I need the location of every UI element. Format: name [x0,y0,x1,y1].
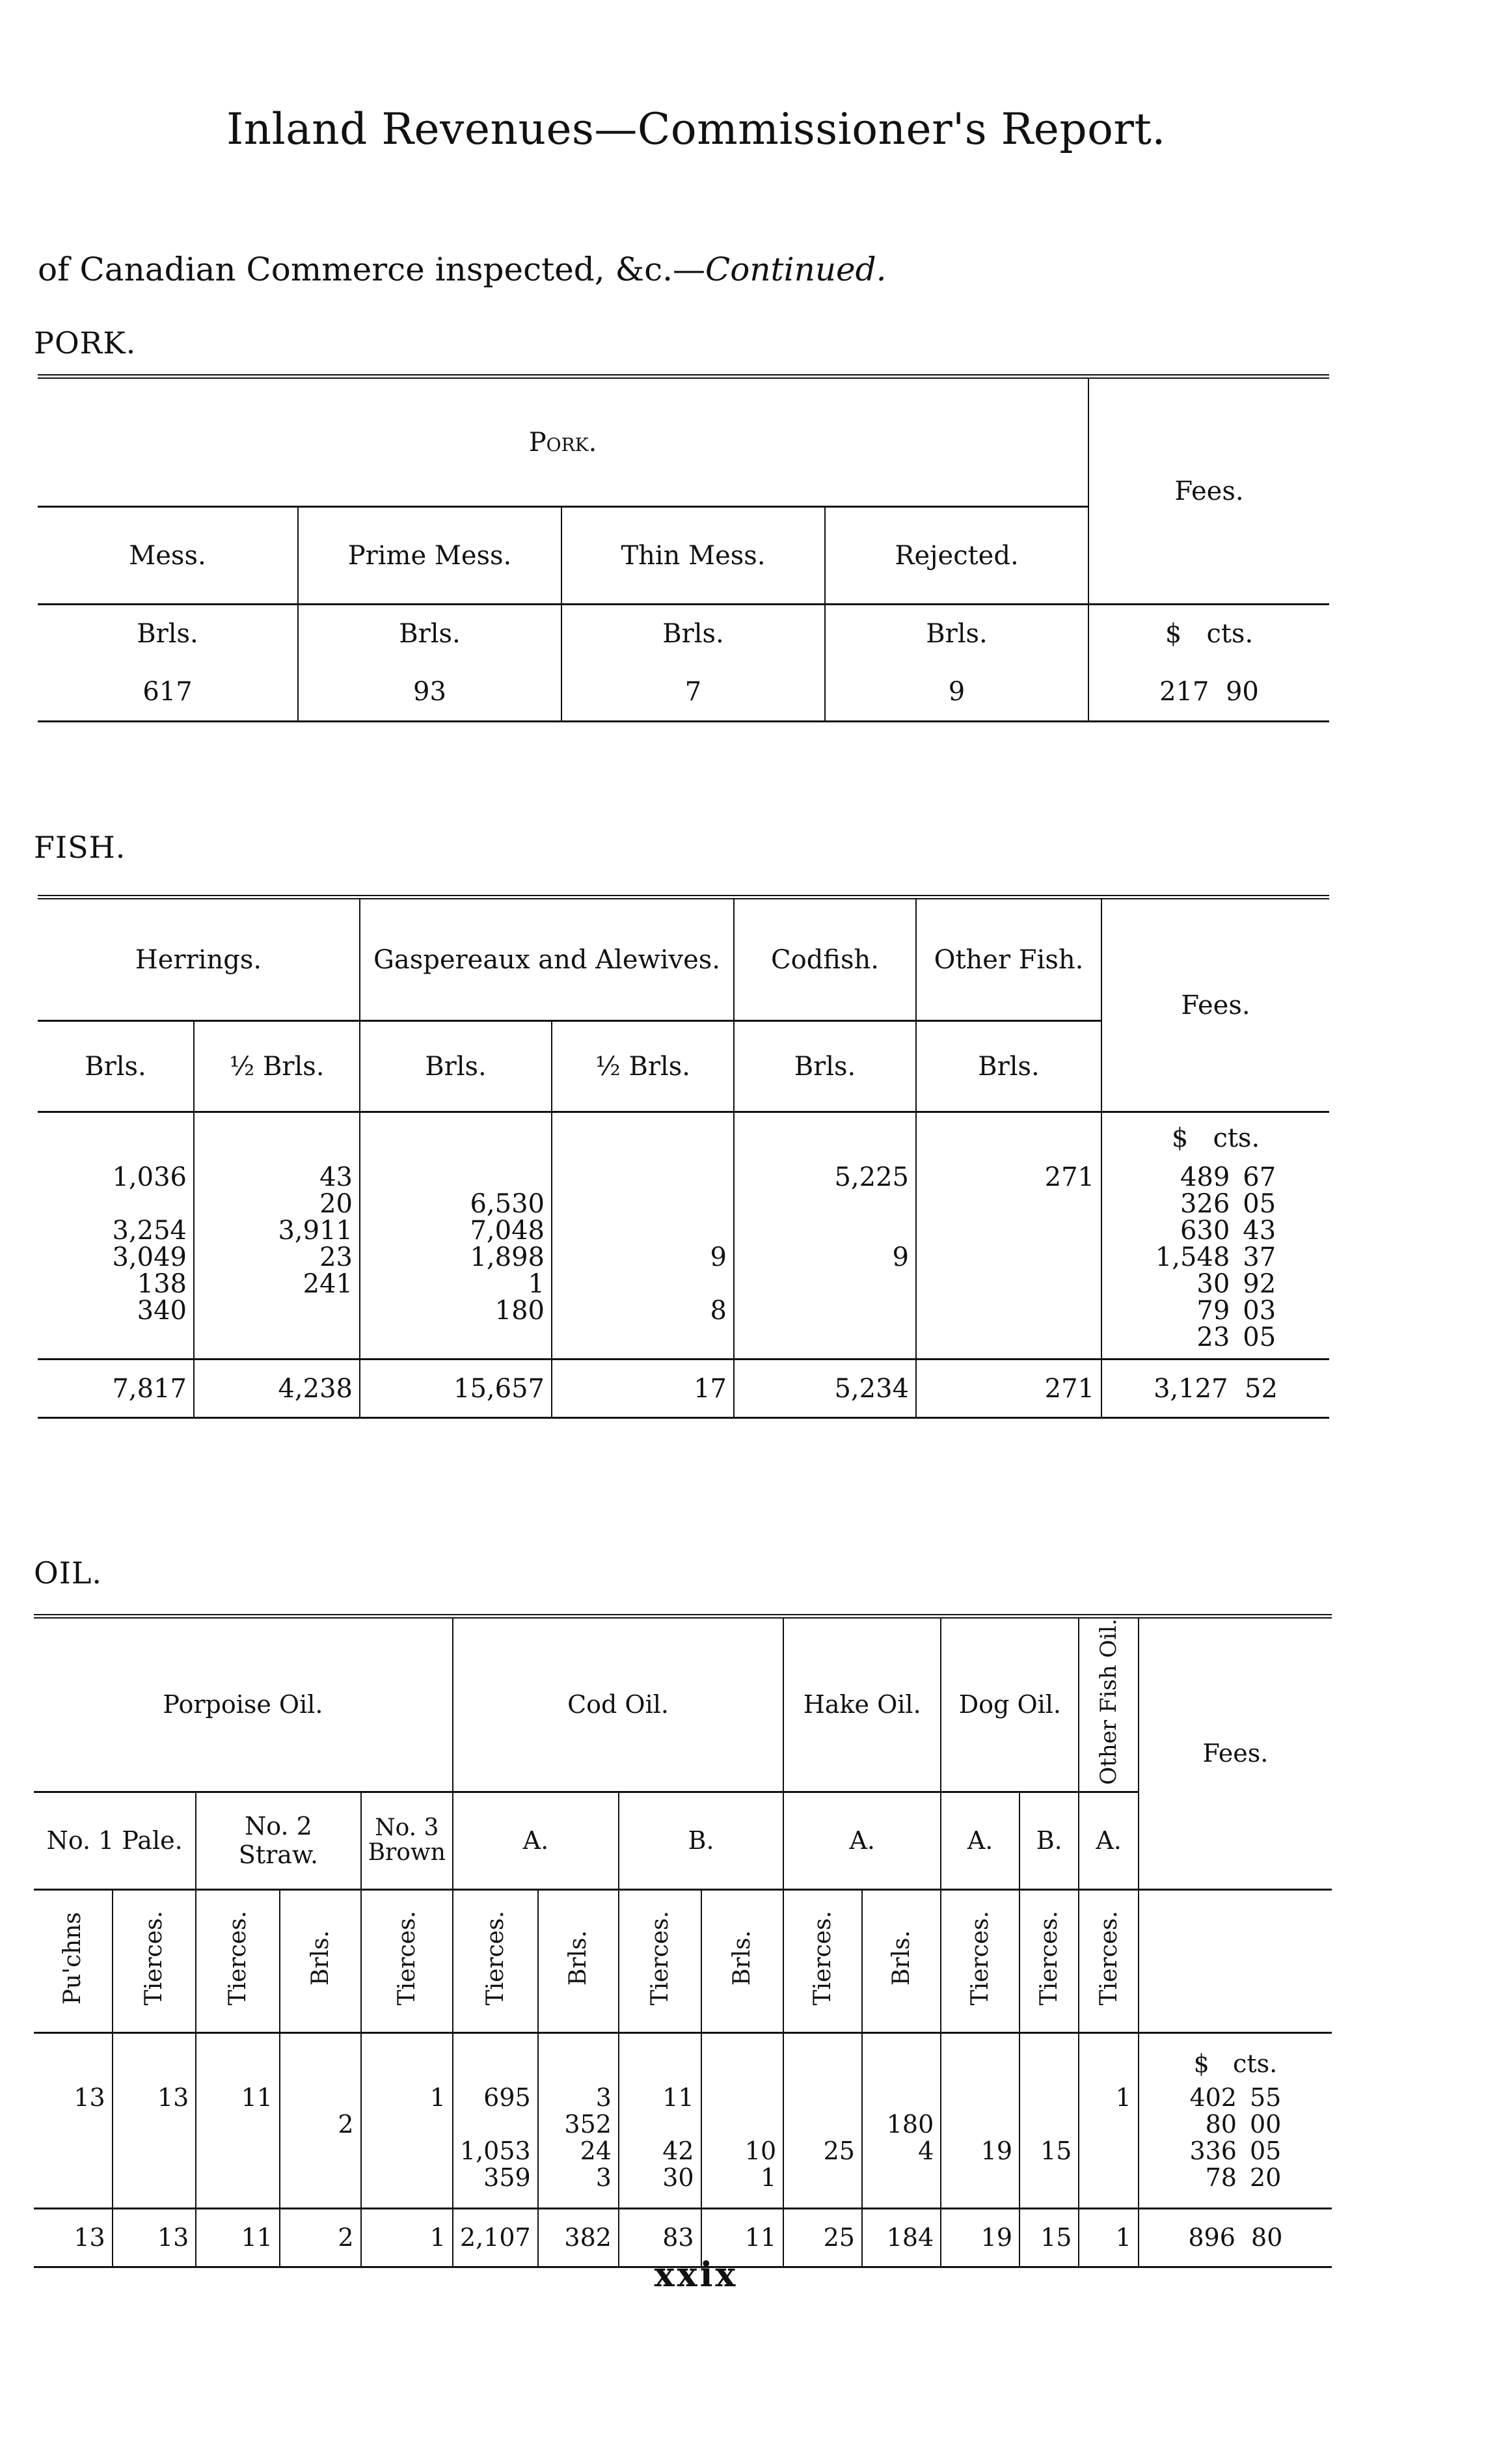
oil-p1-tierces-unit: Tierces. [113,1889,196,2032]
pork-section-label: PORK. [34,325,137,361]
oil-table [34,1614,1332,2268]
pork-mess-value: 617 [38,663,298,722]
fish-herr-brls-values: 1,036 3,254 3,049 138 340 [38,1164,194,1360]
fish-fees-dollars: 489 326 630 1,548 30 79 23 [1155,1162,1230,1352]
oil-total-codb-tierces: 83 [619,2208,701,2267]
fish-total-fees: 3,127 52 [1154,1373,1278,1404]
oil-p1-tierces-values: 13 [113,2078,196,2208]
pork-fees-value: 217 90 [1159,676,1259,707]
fish-codfish-header: Codfish. [734,897,916,1021]
fish-gasp-brls-unit: Brls. [360,1021,552,1112]
fish-total-gasp-brls: 15,657 [360,1360,552,1418]
pork-rejected-header: Rejected. [825,507,1088,605]
fish-fees-values [1101,1164,1329,1360]
fish-herr-half-values: 43 20 3,911 23 241 [194,1164,360,1360]
oil-hake-a-header: A. [783,1792,941,1889]
oil-total-other-tierces: 1 [1079,2208,1138,2267]
oil-hake-header: Hake Oil. [783,1617,941,1792]
oil-total-p1-puchns: 13 [34,2208,113,2267]
oil-codb-tierces-unit: Tierces. [619,1889,701,2032]
pork-prime-mess-value: 93 [298,663,561,722]
oil-p3-tierces-values: 1 [361,2078,453,2208]
fish-total-gasp-half: 17 [552,1360,734,1418]
oil-hakea-brls-unit: Brls. [862,1889,941,2032]
oil-total-doga-tierces: 19 [941,2208,1019,2267]
fish-gaspereaux-header: Gaspereaux and Alewives. [360,897,734,1021]
oil-fees-unit: $ cts. [1193,2049,1278,2079]
oil-total-codb-brls: 11 [701,2208,784,2267]
oil-dog-a-header: A. [941,1792,1019,1889]
oil-coda-tierces-unit: Tierces. [453,1889,538,2032]
oil-fees-header: Fees. [1139,1617,1332,1890]
oil-codb-brls-values: 10 1 [701,2078,784,2208]
oil-dog-b-header: B. [1019,1792,1079,1889]
oil-p1-puchns-unit: Pu'chns [34,1889,113,2032]
oil-total-p1-tierces: 13 [113,2208,196,2267]
oil-other-tierces-values: 1 [1079,2078,1138,2208]
oil-no2-straw-header: No. 2 Straw. [196,1792,360,1889]
subtitle-text: of Canadian Commerce inspected, &c.— [38,251,705,288]
pork-group-header: Pork. [38,377,1088,507]
fish-section-label: FISH. [34,830,126,865]
fish-herrings-header: Herrings. [38,897,360,1021]
pork-fees-unit: $ cts. [1165,619,1254,649]
oil-hakea-brls-values: 180 4 [862,2078,941,2208]
fish-cod-unit: Brls. [734,1021,916,1112]
oil-p2-brls-values: 2 [280,2078,361,2208]
page-number: xxix [654,2255,738,2295]
oil-dog-header: Dog Oil. [941,1617,1079,1792]
oil-coda-brls-unit: Brls. [538,1889,619,2032]
pork-mess-header: Mess. [38,507,298,605]
fish-other-unit: Brls. [916,1021,1101,1112]
oil-cod-b-header: B. [619,1792,783,1889]
oil-doga-tierces-unit: Tierces. [941,1889,1019,2032]
oil-p2-tierces-values: 11 [196,2078,280,2208]
fish-total-herr-half: 4,238 [194,1360,360,1418]
oil-other-header: Other Fish Oil. [1079,1617,1138,1792]
fish-total-herr-brls: 7,817 [38,1360,194,1418]
oil-p3-tierces-unit: Tierces. [361,1889,453,2032]
oil-cod-a-header: A. [453,1792,619,1889]
page-title: Inland Revenues—Commissioner's Report. [226,104,1166,154]
pork-prime-mess-unit: Brls. [298,605,561,663]
fish-fees-header: Fees. [1101,897,1329,1112]
fish-fees-unit: $ cts. [1171,1123,1260,1154]
fish-gasp-half-unit: ½ Brls. [552,1021,734,1112]
oil-total-dogb-tierces: 15 [1019,2208,1079,2267]
fish-herr-half-unit: ½ Brls. [194,1021,360,1112]
oil-porpoise-header: Porpoise Oil. [34,1617,453,1792]
pork-fees-header: Fees. [1088,377,1329,605]
subtitle-continued: Continued. [705,251,887,288]
fish-total-codfish: 5,234 [734,1360,916,1418]
oil-total-fees: 896 80 [1188,2223,1283,2252]
oil-coda-brls-values: 3 352 24 3 [538,2078,619,2208]
pork-thin-mess-unit: Brls. [561,605,825,663]
oil-section-label: OIL. [34,1555,103,1591]
fish-other-header: Other Fish. [916,897,1101,1021]
pork-thin-mess-header: Thin Mess. [561,507,825,605]
fish-herr-brls-unit: Brls. [38,1021,194,1112]
oil-fees-cts: 55 00 05 20 [1249,2083,1282,2193]
oil-total-coda-tierces: 2,107 [453,2208,538,2267]
oil-cod-header: Cod Oil. [453,1617,783,1792]
pork-thin-mess-value: 7 [561,663,825,722]
oil-total-p2-tierces: 11 [196,2208,280,2267]
oil-dogb-tierces-unit: Tierces. [1019,1889,1079,2032]
fish-other-values: 271 [916,1164,1101,1360]
page-subtitle [38,251,887,288]
fish-gasp-brls-values: 6,530 7,048 1,898 1 180 [360,1164,552,1360]
oil-other-a-header: A. [1079,1792,1138,1889]
oil-doga-tierces-values: 19 [941,2078,1019,2208]
oil-total-p3-tierces: 1 [361,2208,453,2267]
oil-total-coda-brls: 382 [538,2208,619,2267]
oil-hakea-tierces-values: 25 [783,2078,862,2208]
fish-codfish-values: 5,225 9 [734,1164,916,1360]
pork-mess-unit: Brls. [38,605,298,663]
oil-hakea-tierces-unit: Tierces. [783,1889,862,2032]
fish-gasp-half-values: 9 8 [552,1164,734,1360]
fish-total-other: 271 [916,1360,1101,1418]
oil-other-tierces-unit: Tierces. [1079,1889,1138,2032]
oil-total-p2-brls: 2 [280,2208,361,2267]
oil-p1-puchns-values: 13 [34,2078,113,2208]
oil-p2-tierces-unit: Tierces. [196,1889,280,2032]
pork-prime-mess-header: Prime Mess. [298,507,561,605]
fish-table [38,895,1329,1419]
pork-rejected-unit: Brls. [825,605,1088,663]
oil-codb-tierces-values: 11 42 30 [619,2078,701,2208]
oil-total-hakea-brls: 184 [862,2208,941,2267]
oil-total-hakea-tierces: 25 [783,2208,862,2267]
oil-coda-tierces-values: 695 1,053 359 [453,2078,538,2208]
fish-fees-cts: 67 05 43 37 92 03 05 [1243,1162,1276,1352]
oil-dogb-tierces-values: 15 [1019,2078,1079,2208]
oil-p2-brls-unit: Brls. [280,1889,361,2032]
oil-fees-dollars: 402 80 336 78 [1189,2083,1237,2193]
oil-codb-brls-unit: Brls. [701,1889,784,2032]
pork-rejected-value: 9 [825,663,1088,722]
oil-fees-values [1139,2078,1332,2208]
oil-no3-brown-header: No. 3 Brown [361,1792,453,1889]
pork-table [38,374,1329,722]
oil-no1-pale-header: No. 1 Pale. [34,1792,196,1889]
